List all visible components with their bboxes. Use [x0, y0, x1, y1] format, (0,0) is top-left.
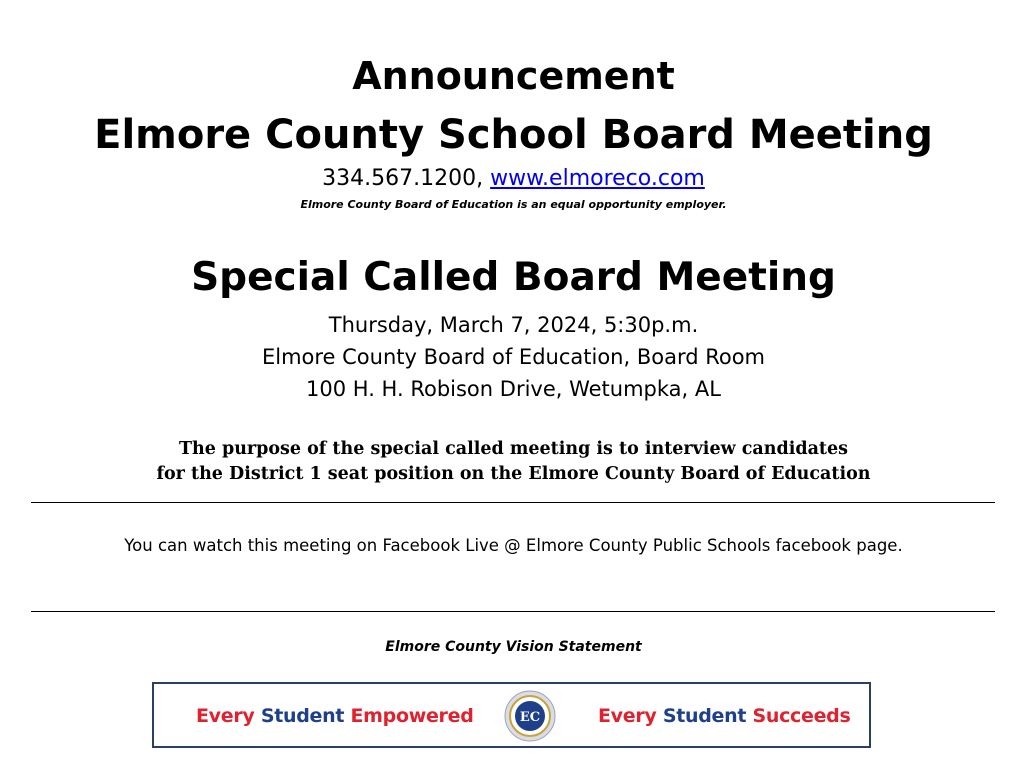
meeting-details — [0, 309, 1027, 405]
phone-number: 334.567.1200, — [322, 166, 484, 191]
meeting-purpose — [0, 437, 1027, 487]
slogan-word: Student — [662, 705, 747, 727]
seal-text: EC — [519, 710, 541, 725]
website-link[interactable]: www.elmoreco.com — [490, 166, 705, 191]
school-seal-icon — [504, 690, 556, 742]
slogan-succeeds — [598, 704, 851, 728]
special-meeting-title: Special Called Board Meeting — [191, 255, 836, 300]
divider-top — [31, 502, 995, 503]
facebook-live-notice: You can watch this meeting on Facebook Live @ Elmore County Public Schools facebook page. — [124, 536, 903, 555]
purpose-line-2: for the District 1 seat position on the Elmore County Board of Education — [156, 464, 871, 484]
divider-bottom — [31, 611, 995, 612]
slogan-word: Every — [196, 705, 255, 727]
vision-banner — [152, 682, 871, 748]
meeting-location: Elmore County Board of Education, Board Room — [261, 345, 766, 369]
vision-heading: Elmore County Vision Statement — [385, 639, 642, 655]
purpose-line-1: The purpose of the special called meeting is to interview candidates — [179, 439, 848, 459]
eoe-statement: Elmore County Board of Education is an equal opportunity employer. — [300, 198, 727, 211]
announcement-heading: Announcement — [352, 54, 675, 98]
slogan-word: Succeeds — [752, 705, 851, 727]
slogan-word: Student — [260, 705, 345, 727]
contact-line — [0, 165, 1027, 193]
slogan-empowered — [196, 704, 474, 728]
meeting-title: Elmore County School Board Meeting — [94, 112, 933, 158]
meeting-date-time: Thursday, March 7, 2024, 5:30p.m. — [328, 313, 699, 337]
slogan-word: Every — [598, 705, 657, 727]
slogan-word: Empowered — [350, 705, 474, 727]
meeting-address: 100 H. H. Robison Drive, Wetumpka, AL — [306, 377, 721, 401]
